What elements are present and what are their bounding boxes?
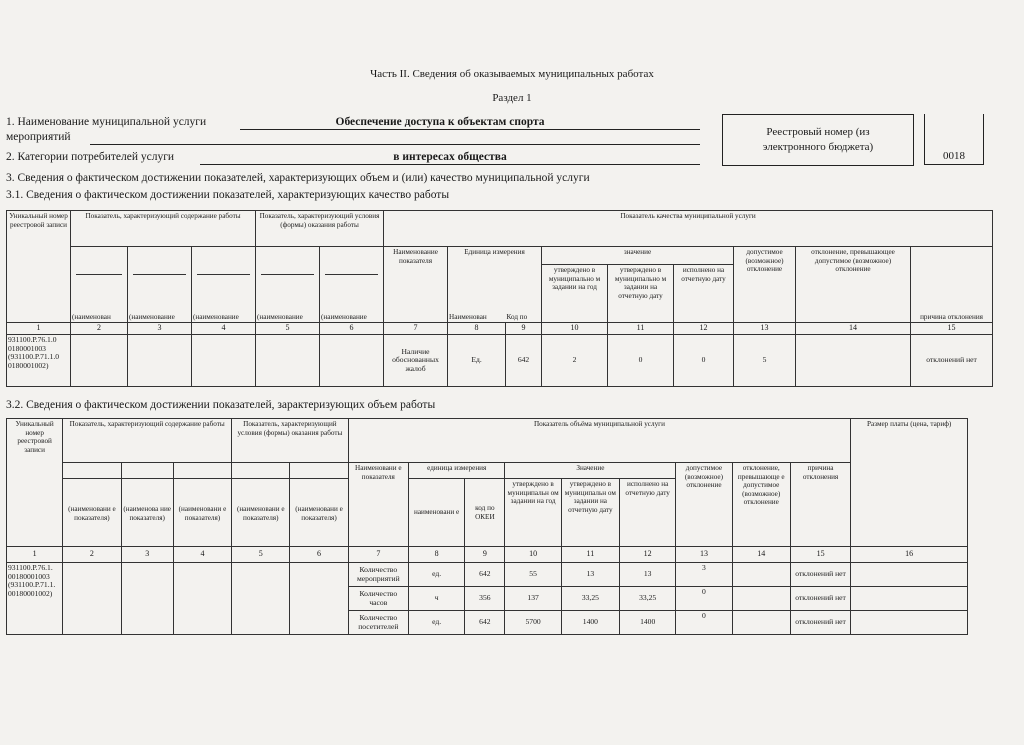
t2-row-done: 1400 xyxy=(620,611,676,635)
t2-row-done: 33,25 xyxy=(620,587,676,611)
t1-colnum: 2 xyxy=(71,323,128,335)
consumers-value: в интересах общества xyxy=(393,151,507,163)
t2-row-reason: отклонений нет xyxy=(790,563,850,587)
t2-row-code: 356 xyxy=(465,587,505,611)
t1-sub-2: (наименование xyxy=(128,247,192,323)
t2-conditions-header: Показатель, характеризующий условия (формы) оказания работы xyxy=(232,419,349,463)
t2-colnum: 8 xyxy=(408,547,464,563)
t2-row-allowed: 0 xyxy=(676,611,732,635)
t2-row-approved-year: 5700 xyxy=(505,611,561,635)
t2-sub-3: (наименовани е показателя) xyxy=(173,463,231,547)
t1-approved-year-value: 2 xyxy=(542,335,608,387)
t1-unique-header: Уникальный номер реестровой записи xyxy=(7,211,71,323)
t1-colnum: 12 xyxy=(674,323,734,335)
t2-row-approved-date: 33,25 xyxy=(561,587,619,611)
t2-row-code: 642 xyxy=(465,563,505,587)
t2-colnum: 9 xyxy=(465,547,505,563)
t2-row-done: 13 xyxy=(620,563,676,587)
t1-colnum: 14 xyxy=(796,323,911,335)
t1-exceeding-value xyxy=(796,335,911,387)
t2-volume-header: Показатель объёма муниципальной услуги xyxy=(348,419,851,463)
t2-row-allowed: 3 xyxy=(676,563,732,587)
t2-row-unit: ед. xyxy=(408,563,464,587)
t2-value-header: Значение xyxy=(505,463,676,479)
t1-conditions-header: Показатель, характеризующий условия (формы) оказания работы xyxy=(256,211,384,247)
t1-indicator-value: Наличие обоснованных жалоб xyxy=(384,335,448,387)
t1-unique-value: 931100.Р.76.1.0 0180001003 (931100.Р.71.1.0 0180001002) xyxy=(7,335,71,387)
service-value: Обеспечение доступа к объектам спорта xyxy=(335,116,545,128)
t2-colnum: 11 xyxy=(561,547,619,563)
t1-unit-value: Ед. xyxy=(448,335,506,387)
t1-reason-value: отклонений нет xyxy=(911,335,993,387)
t2-colnum: 10 xyxy=(505,547,561,563)
t1-colnum: 10 xyxy=(542,323,608,335)
t1-colnum: 1 xyxy=(7,323,71,335)
t1-reason-header: причина отклонения xyxy=(911,247,993,323)
t2-colnum: 1 xyxy=(7,547,63,563)
t2-done-header: исполнено на отчетную дату xyxy=(620,479,676,547)
registry-label: Реестровый номер (из электронного бюджета) xyxy=(762,126,874,153)
t2-row-approved-date: 1400 xyxy=(561,611,619,635)
t2-row-approved-year: 55 xyxy=(505,563,561,587)
t1-colnum: 7 xyxy=(384,323,448,335)
section-title: Раздел 1 xyxy=(492,92,532,104)
t2-unique-value: 931100.Р.76.1. 00180001003 (931100.Р.71.1. 00180001002) xyxy=(7,563,63,635)
t2-allowed-header: допустимое (возможное) отклонение xyxy=(676,463,732,547)
item-3-2: 3.2. Сведения о фактическом достижении показателей, зарактеризующих объем работы xyxy=(6,399,436,411)
t1-colnum: 15 xyxy=(911,323,993,335)
registry-label-box xyxy=(722,114,914,166)
t2-row-reason: отклонений нет xyxy=(790,587,850,611)
page-title: Часть II. Сведения об оказываемых муниципальных работах xyxy=(370,68,654,80)
t1-colnum: 11 xyxy=(608,323,674,335)
service-label: 1. Наименование муниципальной услуги xyxy=(6,116,207,128)
t2-unit-header: единица измерения xyxy=(408,463,504,479)
registry-number-box xyxy=(924,114,984,165)
t1-quality-header: Показатель качества муниципальной услуги xyxy=(384,211,993,247)
t2-approved-date-header: утверждено в муниципальн ом задании на отчетную дату xyxy=(561,479,619,547)
t2-colnum: 6 xyxy=(290,547,348,563)
t2-indicator-name-header: Наименовани е показателя xyxy=(348,463,408,547)
t1-approved-date-header: утверждено в муниципально м задании на отчетную дату xyxy=(608,265,674,323)
service-underline-2 xyxy=(90,131,700,145)
t2-sub-5: (наименовани е показателя) xyxy=(290,463,348,547)
registry-number: 0018 xyxy=(943,150,965,162)
t1-sub-4: (наименование xyxy=(256,247,320,323)
quality-table xyxy=(6,210,993,387)
consumers-label: 2. Категории потребителей услуги xyxy=(6,151,175,163)
service-continuation: мероприятий xyxy=(6,131,71,143)
t2-sub-4: (наименовани е показателя) xyxy=(232,463,290,547)
t1-unit-name-header: Наименован xyxy=(448,265,506,323)
t2-colnum: 15 xyxy=(790,547,850,563)
t2-colnum: 5 xyxy=(232,547,290,563)
t2-sub-1: (наименовани е показателя) xyxy=(63,463,121,547)
t1-colnum: 5 xyxy=(256,323,320,335)
t1-colnum: 9 xyxy=(506,323,542,335)
t1-exceeding-header: отклонение, превышающее допустимое (возможное) отклонение xyxy=(796,247,911,323)
t1-sub-3: (наименование xyxy=(192,247,256,323)
t2-colnum: 2 xyxy=(63,547,121,563)
t2-colnum: 3 xyxy=(121,547,173,563)
t1-done-value: 0 xyxy=(674,335,734,387)
t1-colnum: 8 xyxy=(448,323,506,335)
t2-sub-2: (наименова ние показателя) xyxy=(121,463,173,547)
t2-row-unit: ед. xyxy=(408,611,464,635)
t1-allowed-value: 5 xyxy=(734,335,796,387)
t1-indicator-name-header: Наименование показателя xyxy=(384,247,448,323)
item-3: 3. Сведения о фактическом достижении показателей, характеризующих объем и (или) качество муниципальной услуги xyxy=(6,172,590,184)
t2-unit-code-header: код по ОКЕИ xyxy=(465,479,505,547)
t2-colnum: 14 xyxy=(732,547,790,563)
consumers-underline xyxy=(200,151,700,165)
t2-unit-name-header: наименовани е xyxy=(408,479,464,547)
t2-fee-header: Размер платы (цена, тариф) xyxy=(851,419,968,547)
t2-colnum: 16 xyxy=(851,547,968,563)
t1-code-value: 642 xyxy=(506,335,542,387)
t2-colnum: 7 xyxy=(348,547,408,563)
item-3-1: 3.1. Сведения о фактическом достижении показателей, характеризующих качество работы xyxy=(6,189,450,201)
t2-approved-year-header: утверждено в муниципальн ом задании на год xyxy=(505,479,561,547)
t1-approved-year-header: утверждено в муниципально м задании на год xyxy=(542,265,608,323)
t2-colnum: 4 xyxy=(173,547,231,563)
t1-approved-date-value: 0 xyxy=(608,335,674,387)
t2-row-approved-year: 137 xyxy=(505,587,561,611)
t1-allowed-header: допустимое (возможное) отклонение xyxy=(734,247,796,323)
volume-table xyxy=(6,418,968,635)
t1-done-header: исполнено на отчетную дату xyxy=(674,265,734,323)
t1-colnum: 4 xyxy=(192,323,256,335)
t1-colnum: 13 xyxy=(734,323,796,335)
t2-row-code: 642 xyxy=(465,611,505,635)
t1-colnum: 3 xyxy=(128,323,192,335)
t2-unique-header: Уникальный номер реестровой записи xyxy=(7,419,63,547)
t2-colnum: 12 xyxy=(620,547,676,563)
t2-row-reason: отклонений нет xyxy=(790,611,850,635)
t2-row-unit: ч xyxy=(408,587,464,611)
t2-exceeding-header: отклонение, превышающе е допустимое (возможное) отклонение xyxy=(732,463,790,547)
t2-row-indicator: Количество часов xyxy=(348,587,408,611)
t1-colnum: 6 xyxy=(320,323,384,335)
t2-row-allowed: 0 xyxy=(676,587,732,611)
t1-unit-code-header: Код по xyxy=(506,265,542,323)
t2-colnum: 13 xyxy=(676,547,732,563)
t1-content-header: Показатель, характеризующий содержание работы xyxy=(71,211,256,247)
service-underline xyxy=(240,116,700,130)
t1-sub-5: (наименование xyxy=(320,247,384,323)
t2-reason-header: причина отклонения xyxy=(790,463,850,547)
t1-unit-header: Единица измерения xyxy=(448,247,542,265)
t1-sub-1: (наименован xyxy=(71,247,128,323)
t2-row-indicator: Количество мероприятий xyxy=(348,563,408,587)
t2-content-header: Показатель, характеризующий содержание работы xyxy=(63,419,232,463)
t1-value-header: значение xyxy=(542,247,734,265)
t2-row-indicator: Количество посетителей xyxy=(348,611,408,635)
t2-row-approved-date: 13 xyxy=(561,563,619,587)
